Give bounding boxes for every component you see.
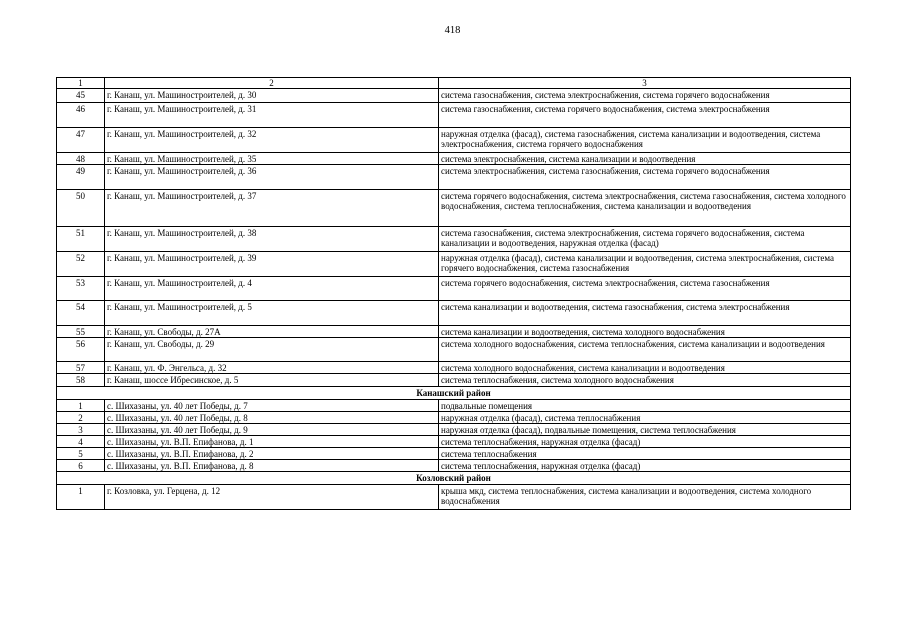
row-address: г. Канаш, ул. Свободы, д. 27А xyxy=(105,326,439,338)
table-row xyxy=(57,277,851,301)
table-row xyxy=(57,436,851,448)
row-systems: наружная отделка (фасад), система канализации и водоотведения, система электроснабжения, система горячего водоснабжения, система газоснабжения xyxy=(439,252,851,277)
page-number: 418 xyxy=(444,25,461,36)
row-number: 57 xyxy=(57,362,105,374)
row-address: г. Канаш, ул. Машиностроителей, д. 32 xyxy=(105,128,439,153)
row-systems: система канализации и водоотведения, система холодного водоснабжения xyxy=(439,326,851,338)
table-row xyxy=(57,89,851,103)
row-systems: система теплоснабжения, система холодного водоснабжения xyxy=(439,374,851,387)
row-number: 53 xyxy=(57,277,105,301)
table-row xyxy=(57,153,851,165)
row-address: с. Шихазаны, ул. 40 лет Победы, д. 7 xyxy=(105,400,439,412)
header-col-systems: 3 xyxy=(439,78,851,89)
row-address: г. Канаш, ул. Машиностроителей, д. 30 xyxy=(105,89,439,103)
row-number: 56 xyxy=(57,338,105,362)
table-row xyxy=(57,362,851,374)
row-systems: наружная отделка (фасад), подвальные помещения, система теплоснабжения xyxy=(439,424,851,436)
table-row xyxy=(57,412,851,424)
table-row xyxy=(57,301,851,326)
row-number: 2 xyxy=(57,412,105,424)
row-number: 5 xyxy=(57,448,105,460)
row-address: г. Козловка, ул. Герцена, д. 12 xyxy=(105,485,439,510)
row-address: г. Канаш, ул. Машиностроителей, д. 36 xyxy=(105,165,439,190)
table-row xyxy=(57,103,851,128)
row-number: 58 xyxy=(57,374,105,387)
row-address: г. Канаш, ул. Машиностроителей, д. 38 xyxy=(105,227,439,252)
row-number: 45 xyxy=(57,89,105,103)
table-row xyxy=(57,338,851,362)
row-address: с. Шихазаны, ул. В.П. Епифанова, д. 2 xyxy=(105,448,439,460)
row-address: с. Шихазаны, ул. В.П. Епифанова, д. 1 xyxy=(105,436,439,448)
row-number: 55 xyxy=(57,326,105,338)
row-number: 51 xyxy=(57,227,105,252)
row-systems: система канализации и водоотведения, система газоснабжения, система электроснабжения xyxy=(439,301,851,326)
section-title: Козловский район xyxy=(57,472,851,485)
row-number: 54 xyxy=(57,301,105,326)
table-row xyxy=(57,326,851,338)
header-col-number: 1 xyxy=(57,78,105,89)
table-row xyxy=(57,227,851,252)
row-number: 48 xyxy=(57,153,105,165)
row-systems: система теплоснабжения xyxy=(439,448,851,460)
row-systems: система электроснабжения, система газоснабжения, система горячего водоснабжения xyxy=(439,165,851,190)
table-row xyxy=(57,374,851,387)
row-address: г. Канаш, шоссе Ибресинское, д. 5 xyxy=(105,374,439,387)
row-address: с. Шихазаны, ул. 40 лет Победы, д. 9 xyxy=(105,424,439,436)
row-systems: подвальные помещения xyxy=(439,400,851,412)
row-address: с. Шихазаны, ул. В.П. Епифанова, д. 8 xyxy=(105,460,439,472)
row-number: 3 xyxy=(57,424,105,436)
table-row xyxy=(57,400,851,412)
section-row xyxy=(57,387,851,400)
row-address: с. Шихазаны, ул. 40 лет Победы, д. 8 xyxy=(105,412,439,424)
header-col-address: 2 xyxy=(105,78,439,89)
table-row xyxy=(57,460,851,472)
row-number: 46 xyxy=(57,103,105,128)
table-row xyxy=(57,485,851,510)
table-row xyxy=(57,190,851,227)
table-row xyxy=(57,128,851,153)
row-systems: система газоснабжения, система электроснабжения, система горячего водоснабжения, система канализации и водоотведения, наружная отделка (фасад) xyxy=(439,227,851,252)
row-number: 49 xyxy=(57,165,105,190)
row-number: 52 xyxy=(57,252,105,277)
row-systems: система газоснабжения, система горячего водоснабжения, система электроснабжения xyxy=(439,103,851,128)
row-address: г. Канаш, ул. Машиностроителей, д. 31 xyxy=(105,103,439,128)
row-address: г. Канаш, ул. Машиностроителей, д. 39 xyxy=(105,252,439,277)
row-systems: система теплоснабжения, наружная отделка (фасад) xyxy=(439,460,851,472)
section-title: Канашский район xyxy=(57,387,851,400)
row-number: 1 xyxy=(57,400,105,412)
row-systems: система горячего водоснабжения, система электроснабжения, система газоснабжения, система холодного водоснабжения, система теплоснабжения, система канализации и водоотведения xyxy=(439,190,851,227)
row-systems: система теплоснабжения, наружная отделка (фасад) xyxy=(439,436,851,448)
header-row xyxy=(57,78,851,89)
row-systems: наружная отделка (фасад), система газоснабжения, система канализации и водоотведения, система электроснабжения, система горячего водоснабжения xyxy=(439,128,851,153)
row-number: 6 xyxy=(57,460,105,472)
row-number: 4 xyxy=(57,436,105,448)
row-address: г. Канаш, ул. Машиностроителей, д. 35 xyxy=(105,153,439,165)
row-systems: система горячего водоснабжения, система электроснабжения, система газоснабжения xyxy=(439,277,851,301)
row-address: г. Канаш, ул. Свободы, д. 29 xyxy=(105,338,439,362)
table-row xyxy=(57,252,851,277)
row-systems: система холодного водоснабжения, система канализации и водоотведения xyxy=(439,362,851,374)
table-row xyxy=(57,165,851,190)
row-number: 50 xyxy=(57,190,105,227)
table-row xyxy=(57,448,851,460)
row-number: 1 xyxy=(57,485,105,510)
row-systems: система электроснабжения, система канализации и водоотведения xyxy=(439,153,851,165)
row-systems: наружная отделка (фасад), система теплоснабжения xyxy=(439,412,851,424)
table-row xyxy=(57,424,851,436)
row-address: г. Канаш, ул. Машиностроителей, д. 5 xyxy=(105,301,439,326)
row-address: г. Канаш, ул. Машиностроителей, д. 4 xyxy=(105,277,439,301)
section-row xyxy=(57,472,851,485)
row-systems: система газоснабжения, система электроснабжения, система горячего водоснабжения xyxy=(439,89,851,103)
row-address: г. Канаш, ул. Ф. Энгельса, д. 32 xyxy=(105,362,439,374)
row-systems: система холодного водоснабжения, система теплоснабжения, система канализации и водоотведения xyxy=(439,338,851,362)
row-number: 47 xyxy=(57,128,105,153)
building-systems-table xyxy=(56,77,851,510)
row-systems: крыша мкд, система теплоснабжения, система канализации и водоотведения, система холодного водоснабжения xyxy=(439,485,851,510)
table-body xyxy=(57,78,851,510)
row-address: г. Канаш, ул. Машиностроителей, д. 37 xyxy=(105,190,439,227)
